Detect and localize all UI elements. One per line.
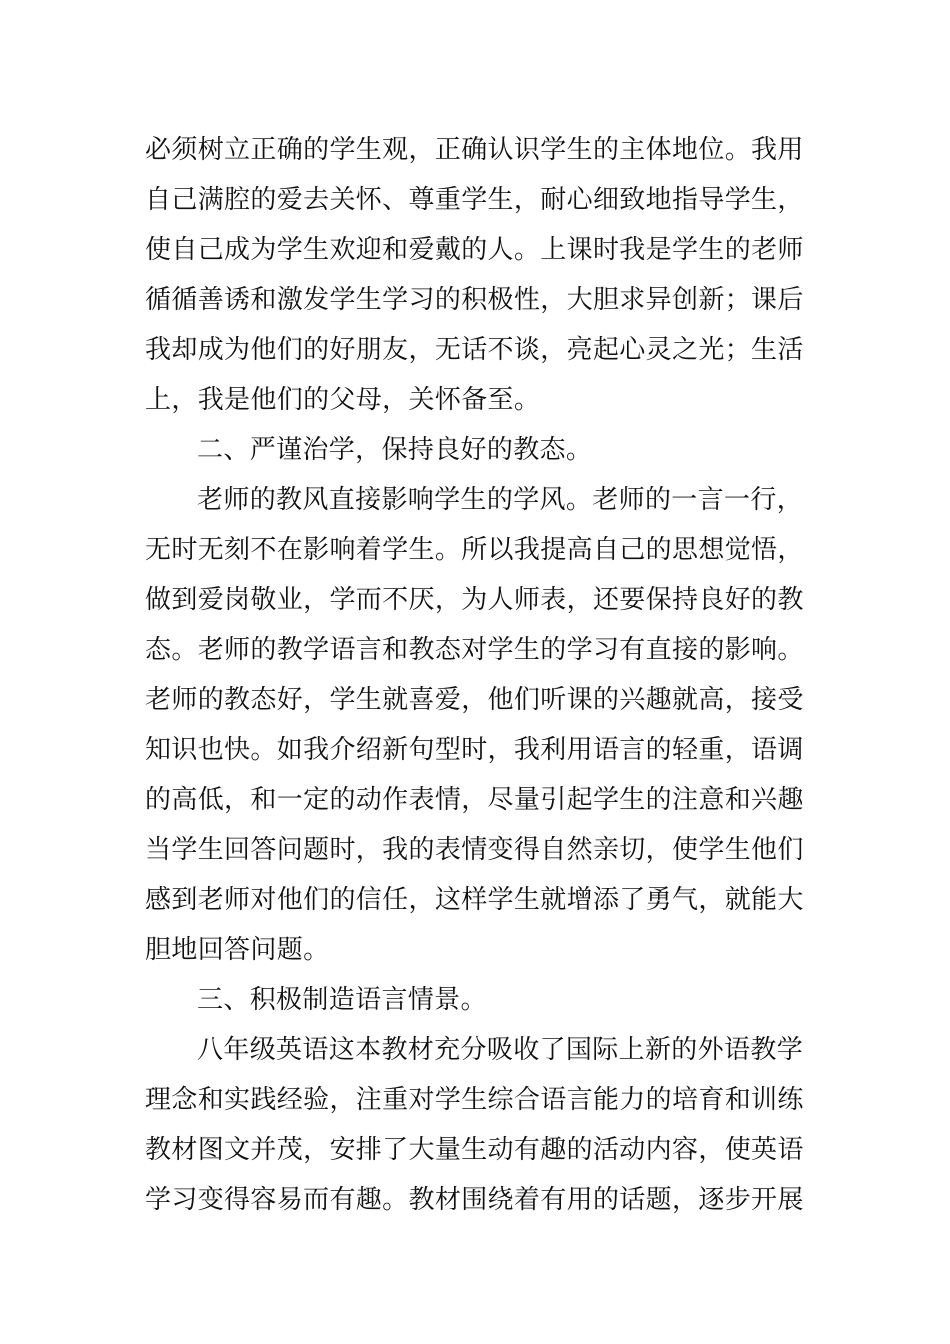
section-heading: 三、积极制造语言情景。	[197, 985, 487, 1015]
text-line: 自己满腔的爱去关怀、尊重学生，耐心细致地指导学生，	[145, 185, 804, 215]
text-line: 学习变得容易而有趣。教材围绕着有用的话题，逐步开展	[145, 1185, 804, 1215]
text-line: 理念和实践经验，注重对学生综合语言能力的培育和训练	[145, 1085, 804, 1115]
text-line: 上，我是他们的父母，关怀备至。	[145, 385, 541, 415]
text-line: 知识也快。如我介绍新句型时，我利用语言的轻重，语调	[145, 735, 804, 765]
text-line: 无时无刻不在影响着学生。所以我提高自己的思想觉悟，	[145, 535, 804, 565]
text-line: 教材图文并茂，安排了大量生动有趣的活动内容，使英语	[145, 1135, 804, 1165]
text-line: 我却成为他们的好朋友，无话不谈，亮起心灵之光；生活	[145, 335, 804, 365]
paragraph-first-line: 八年级英语这本教材充分吸收了国际上新的外语教学	[197, 1035, 804, 1065]
text-line: 态。老师的教学语言和教态对学生的学习有直接的影响。	[145, 635, 804, 665]
paragraph-first-line: 老师的教风直接影响学生的学风。老师的一言一行，	[197, 485, 804, 515]
text-line: 循循善诱和激发学生学习的积极性，大胆求异创新；课后	[145, 285, 804, 315]
text-line: 使自己成为学生欢迎和爱戴的人。上课时我是学生的老师	[145, 235, 804, 265]
text-line: 老师的教态好，学生就喜爱，他们听课的兴趣就高，接受	[145, 685, 804, 715]
text-line: 感到老师对他们的信任，这样学生就增添了勇气，就能大	[145, 885, 804, 915]
text-line: 必须树立正确的学生观，正确认识学生的主体地位。我用	[145, 135, 804, 165]
text-line: 当学生回答问题时，我的表情变得自然亲切，使学生他们	[145, 835, 804, 865]
text-line: 的高低，和一定的动作表情，尽量引起学生的注意和兴趣	[145, 785, 804, 815]
text-line: 胆地回答问题。	[145, 935, 330, 965]
section-heading: 二、严谨治学，保持良好的教态。	[197, 435, 593, 465]
text-line: 做到爱岗敬业，学而不厌，为人师表，还要保持良好的教	[145, 585, 804, 615]
